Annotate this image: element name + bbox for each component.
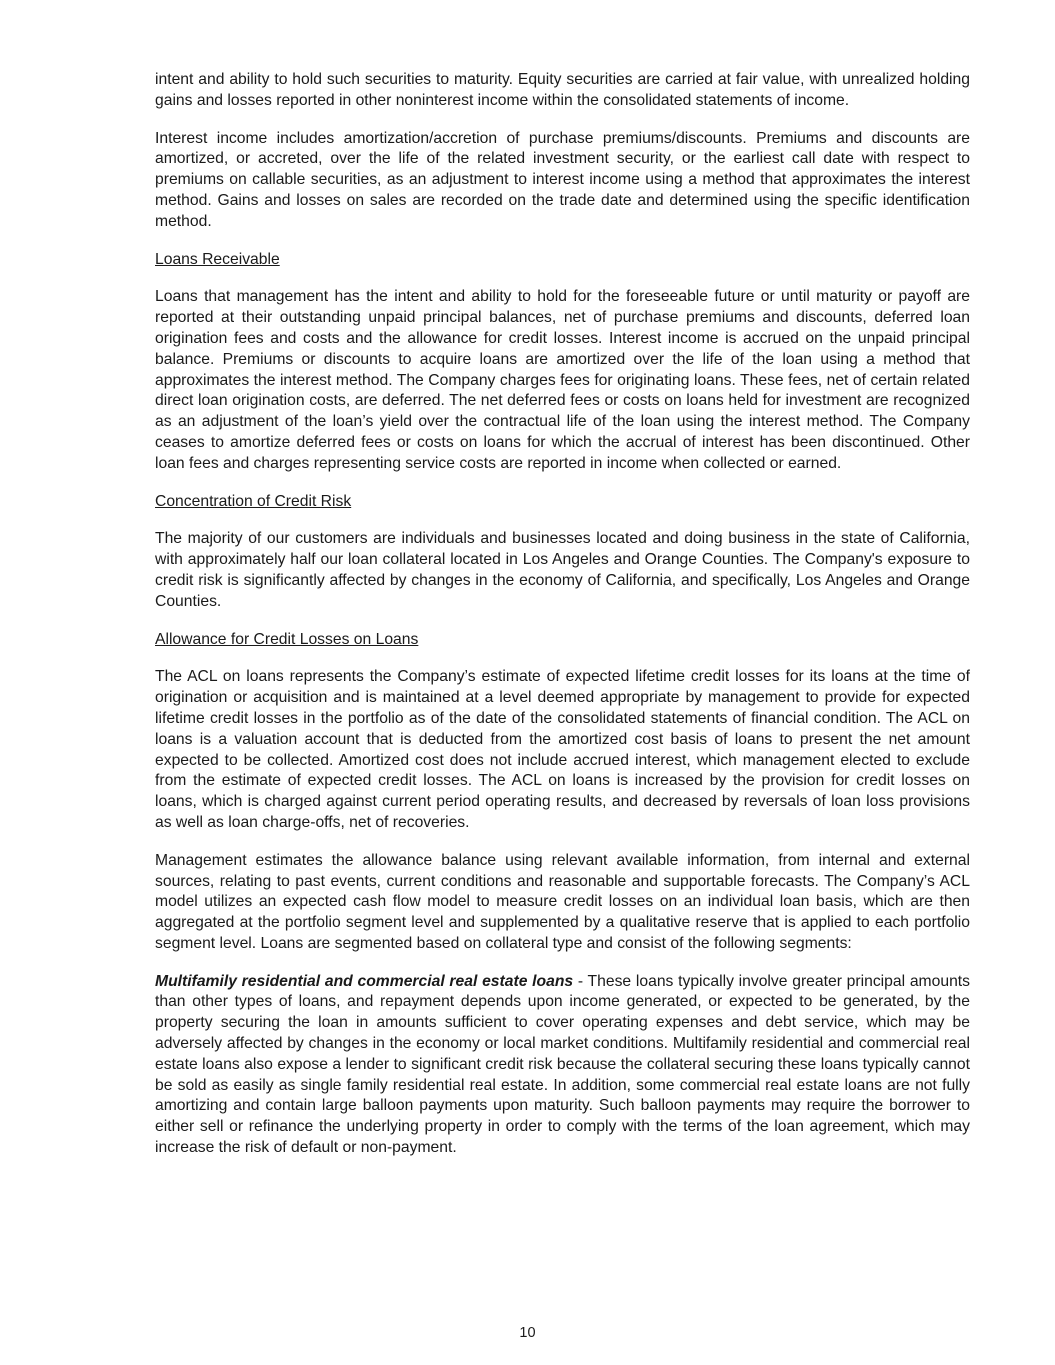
segment-description-multifamily-cre: - These loans typically involve greater principal amounts than other types of loans, and repayment depends upon income generated, or expected to be generated, by the property securing the loan in amounts sufficient to cover operating expenses and debt service, which may be adversely affected by changes in the economy or local market conditions. Multifamily residential and commercial real estate loans also expose a lender to significant credit risk because the collateral securing these loans typically cannot be sold as easily as single family residential real estate. In addition, some commercial real estate loans are not fully amortizing and contain large balloon payments upon maturity. Such balloon payments may require the borrower to either sell or refinance the underlying property in order to comply with the terms of the loan agreement, which may increase the risk of default or non-payment. bbox=[155, 972, 970, 1157]
page-number: 10 bbox=[519, 1325, 536, 1341]
paragraph-interest-income: Interest income includes amortization/accretion of purchase premiums/discounts. Premiums and discounts are amortized, or accreted, over the life of the related investment security, or the earliest call date with respect to premiums on callable securities, as an adjustment to interest income using a method that approximates the interest method. Gains and losses on sales are recorded on the trade date and determined using the specific identification method. bbox=[155, 129, 970, 230]
paragraph-securities-intent: intent and ability to hold such securities to maturity. Equity securities are carried at fair value, with unrealized holding gains and losses reported in other noninterest income within the consolidated statements of income. bbox=[155, 71, 970, 109]
heading-allowance-credit-losses: Allowance for Credit Losses on Loans bbox=[155, 630, 419, 648]
paragraph-concentration-credit-risk: The majority of our customers are individuals and businesses located and doing business in the state of California, with approximately half our loan collateral located in Los Angeles and Orange Counties. The Company's exposure to credit risk is significantly affected by changes in the economy of California, and specifically, Los Angeles and Orange Counties. bbox=[155, 530, 970, 610]
paragraph-loans-receivable: Loans that management has the intent and ability to hold for the foreseeable future or until maturity or payoff are reported at their outstanding unpaid principal balances, net of purchase premiums and discounts, deferred loan origination fees and costs and the allowance for credit losses. Interest income is accrued on the unpaid principal balance. Premiums or discounts to acquire loans are amortized over the life of the loan using a method that approximates the interest method. The Company charges fees for originating loans. These fees, net of certain related direct loan origination costs, are deferred. The net deferred fees or costs on loans held for investment are recognized as an adjustment of the loan’s yield over the contractual life of the loan using the interest method. The Company ceases to amortize deferred fees or costs on loans for which the accrual of interest has been discontinued. Other loan fees and charges representing service costs are reported in income when collected or earned. bbox=[155, 288, 970, 472]
paragraph-allowance-estimation: Management estimates the allowance balance using relevant available information, from internal and external sources, relating to past events, current conditions and reasonable and supportable forecasts. The Company’s ACL model utilizes an expected cash flow model to measure credit losses on an individual loan basis, which are then aggregated at the portfolio segment level and supplemented by a qualitative reserve that is applied to each portfolio segment level. Loans are segmented based on collateral type and consist of the following segments: bbox=[155, 851, 970, 952]
paragraph-acl-definition: The ACL on loans represents the Company’s estimate of expected lifetime credit losses for its loans at the time of origination or acquisition and is maintained at a level deemed appropriate by management to provide for expected lifetime credit losses in the portfolio as of the date of the consolidated statements of financial condition. The ACL on loans is a valuation account that is deducted from the amortized cost basis of loans to present the net amount expected to be collected. Amortized cost does not include accrued interest, which management elected to exclude from the estimate of expected credit losses. The ACL on loans is increased by the provision for credit losses on loans, which is charged against current period operating results, and decreased by reversals of loan loss provisions as well as loan charge-offs, net of recoveries. bbox=[155, 668, 970, 831]
document-body bbox=[155, 70, 970, 1176]
segment-title-multifamily-cre: Multifamily residential and commercial real estate loans bbox=[155, 972, 574, 990]
heading-concentration-credit-risk: Concentration of Credit Risk bbox=[155, 492, 352, 510]
heading-loans-receivable: Loans Receivable bbox=[155, 250, 280, 268]
paragraph-multifamily-cre-loans bbox=[155, 972, 970, 1159]
